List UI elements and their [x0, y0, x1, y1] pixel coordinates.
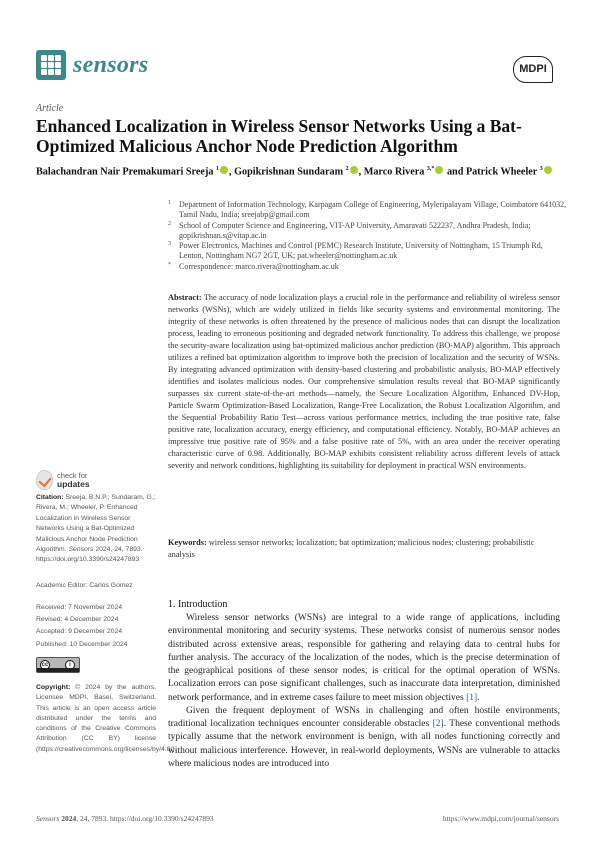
- affiliation-text: Department of Information Technology, Karpagam College of Engineering, Myleripalayam Village, Coimbatore 641032, Tamil Nadu, India; sreejabp@gmail.com: [179, 200, 567, 220]
- affiliation-item: [168, 241, 568, 261]
- author-list: [36, 166, 576, 177]
- paragraph-text: . These conventional methods typically assume that the network environment is benign, with all nodes functioning correctly and without malicious interference. However, in real-world deployments, WSNs are vulnerable to attacks where malicious nodes are introduced into: [168, 719, 561, 769]
- keywords: [168, 537, 560, 561]
- orcid-icon[interactable]: [435, 166, 443, 174]
- check-updates-label-bold: updates: [57, 479, 90, 489]
- date-accepted: Accepted: 9 December 2024: [36, 628, 123, 636]
- date-received: Received: 7 November 2024: [36, 604, 123, 611]
- citation-link[interactable]: [2]: [432, 719, 444, 729]
- correspondence: [168, 262, 568, 272]
- journal-name[interactable]: sensors: [73, 52, 149, 78]
- affiliation-number: 1: [168, 200, 171, 206]
- footer-journal: Sensors: [36, 814, 60, 823]
- keywords-label: Keywords:: [168, 538, 207, 547]
- check-updates-label: check for: [57, 471, 88, 480]
- citation-text: Sreeja, B.N.P.; Sundaram, G.; Rivera, M.; Wheeler, P. Enhanced Localization in Wireless Sensor Networks Using a Bat-Optimized Malicious Anchor Node Prediction Algorithm.: [36, 494, 156, 554]
- body-text: [168, 612, 560, 771]
- date-revised: Revised: 4 December 2024: [36, 616, 119, 624]
- affiliation-text: School of Computer Science and Engineering, VIT-AP University, Amaravati 522237, Andhra Pradesh, India; gopikrishnan.s@vitap.ac.in: [179, 220, 531, 240]
- affiliation-number: *: [168, 262, 171, 269]
- journal-logo-icon: [36, 50, 66, 80]
- publication-dates: [36, 602, 127, 651]
- paragraph-text: Given the frequent deployment of WSNs in challenging and often hostile environments, traditional localization techniques encounter considerable obstacles: [168, 705, 560, 729]
- citation-label: Citation:: [36, 494, 64, 501]
- abstract: [168, 292, 560, 472]
- check-for-updates-button[interactable]: [36, 469, 106, 495]
- paragraph-text: Wireless sensor networks (WSNs) are integral to a wide range of applications, including environmental monitoring and security systems. These networks consist of numerous sensor nodes distributed across extensive areas, responsible for gathering and relaying data to central hubs for further analysis. The accuracy of the localization of the nodes, which is the precise determination of the geographical positions of these sensor nodes, is critical for the optimal operation of WSNs. Localization errors can pose significant challenges, such as inaccurate data interpretation, diminished network performance, and in extreme cases failure to meet mission objectives: [168, 613, 560, 703]
- copyright-label: Copyright:: [36, 684, 71, 691]
- mdpi-logo[interactable]: [513, 56, 553, 83]
- date-published: Published: 10 December 2024: [36, 640, 128, 648]
- footer-doi[interactable]: , 24, 7893. https://doi.org/10.3390/s24247893: [76, 814, 214, 823]
- author-affil-sup: 3,*: [426, 166, 435, 172]
- orcid-icon[interactable]: [350, 166, 358, 174]
- check-updates-icon: [36, 470, 53, 490]
- article-title: Enhanced Localization in Wireless Sensor Networks Using a Bat-Optimized Malicious Anchor Node Prediction Algorithm: [36, 116, 522, 156]
- author-name[interactable]: Marco Rivera: [363, 166, 425, 178]
- abstract-label: Abstract:: [168, 293, 202, 302]
- citation-doi[interactable]: 2024, 24, 7893. https://doi.org/10.3390/s24247893: [36, 546, 143, 564]
- author-separator: ,: [358, 166, 364, 178]
- mdpi-logo-text: MDPI: [519, 63, 547, 75]
- author-name[interactable]: Balachandran Nair Premakumari Sreeja: [36, 166, 214, 178]
- citation-link[interactable]: [1]: [466, 692, 478, 703]
- author-separator: and: [444, 166, 466, 178]
- affiliation-number: 3: [168, 241, 171, 248]
- author-name[interactable]: Gopikrishnan Sundaram: [234, 166, 344, 178]
- author-affil-sup: 3: [539, 166, 543, 172]
- author-separator: ,: [228, 166, 235, 178]
- author-name[interactable]: Patrick Wheeler: [465, 166, 538, 178]
- paragraph-text: .: [477, 692, 480, 703]
- abstract-text: The accuracy of node localization plays a crucial role in the performance and reliability of wireless sensor networks (WSNs), which are widely utilized in fields like security systems and environmental monitoring. The integrity of these networks is often threatened by the presence of malicious nodes that can disrupt the localization process, leading to erroneous positioning and degraded network functionality. To address this challenge, we propose the security-aware localization using bat-optimized malicious anchor prediction (BO-MAP) algorithm. This approach utilizes a refined bat optimization algorithm to improve both the precision of localization and the security of WSNs. By integrating advanced optimization with density-based clustering and probabilistic analysis, BO-MAP effectively identifies and isolates malicious nodes. Our comprehensive simulation results reveal that BO-MAP significantly surpasses six current state-of-the-art methods—namely, the Secure Localization Algorithm, Enhanced DV-Hop, Particle Swarm Optimization-Based Localization, Range-Free Localization, the Robust Localization Algorithm, and the Sequential Probability Ratio Test—across various performance metrics, including the true positive rate, false positive rate, localization accuracy, energy efficiency, and computational efficiency. Notably, BO-MAP achieves an impressive true positive rate of 95% and a false positive rate of 5%, with an area under the receiver operating characteristic curve of 0.98. Additionally, BO-MAP exhibits consistent reliability across different levels of attack severity and network conditions, highlighting its suitability for deployment in practical WSN environments.: [168, 293, 560, 471]
- cc-by-license-icon[interactable]: cc i: [36, 657, 80, 673]
- affiliations: [168, 200, 568, 273]
- paragraph: [168, 705, 560, 771]
- citation-journal: Sensors: [68, 546, 94, 554]
- footer-citation: [36, 814, 214, 823]
- author-affil-sup: 2: [345, 166, 349, 172]
- footer-year: 2024: [61, 814, 77, 823]
- copyright-block: [36, 683, 177, 755]
- section-heading: 1. Introduction: [168, 599, 228, 610]
- paragraph: [168, 612, 560, 705]
- article-type: Article: [36, 103, 64, 114]
- affiliation-number: 2: [168, 220, 171, 227]
- correspondence-text: Correspondence: marco.rivera@nottingham.ac.uk: [179, 262, 339, 272]
- footer-journal-url[interactable]: https://www.mdpi.com/journal/sensors: [442, 814, 559, 823]
- keywords-text: wireless sensor networks; localization; bat optimization; malicious nodes; clustering; probabilistic analysis: [168, 538, 535, 559]
- copyright-text: © 2024 by the authors. Licensee MDPI, Basel, Switzerland. This article is an open access article distributed under the terms and conditions of the Creative Commons Attribution (CC BY) license (https://creativecommons.org/licenses/by/4.0/).: [36, 684, 177, 753]
- citation-block: [36, 493, 156, 566]
- academic-editor: Academic Editor: Carlos Gomez: [36, 582, 133, 589]
- affiliation-text: Power Electronics, Machines and Control (PEMC) Research Institute, University of Nottingham, 15 Triumph Rd, Lenton, Nottingham NG7 2GT, UK; pat.wheeler@nottingham.ac.uk: [179, 241, 543, 261]
- affiliation-item: [168, 221, 568, 241]
- affiliation-item: [168, 200, 568, 220]
- author-affil-sup: 1: [215, 166, 219, 172]
- orcid-icon[interactable]: [220, 166, 228, 174]
- orcid-icon[interactable]: [544, 166, 552, 174]
